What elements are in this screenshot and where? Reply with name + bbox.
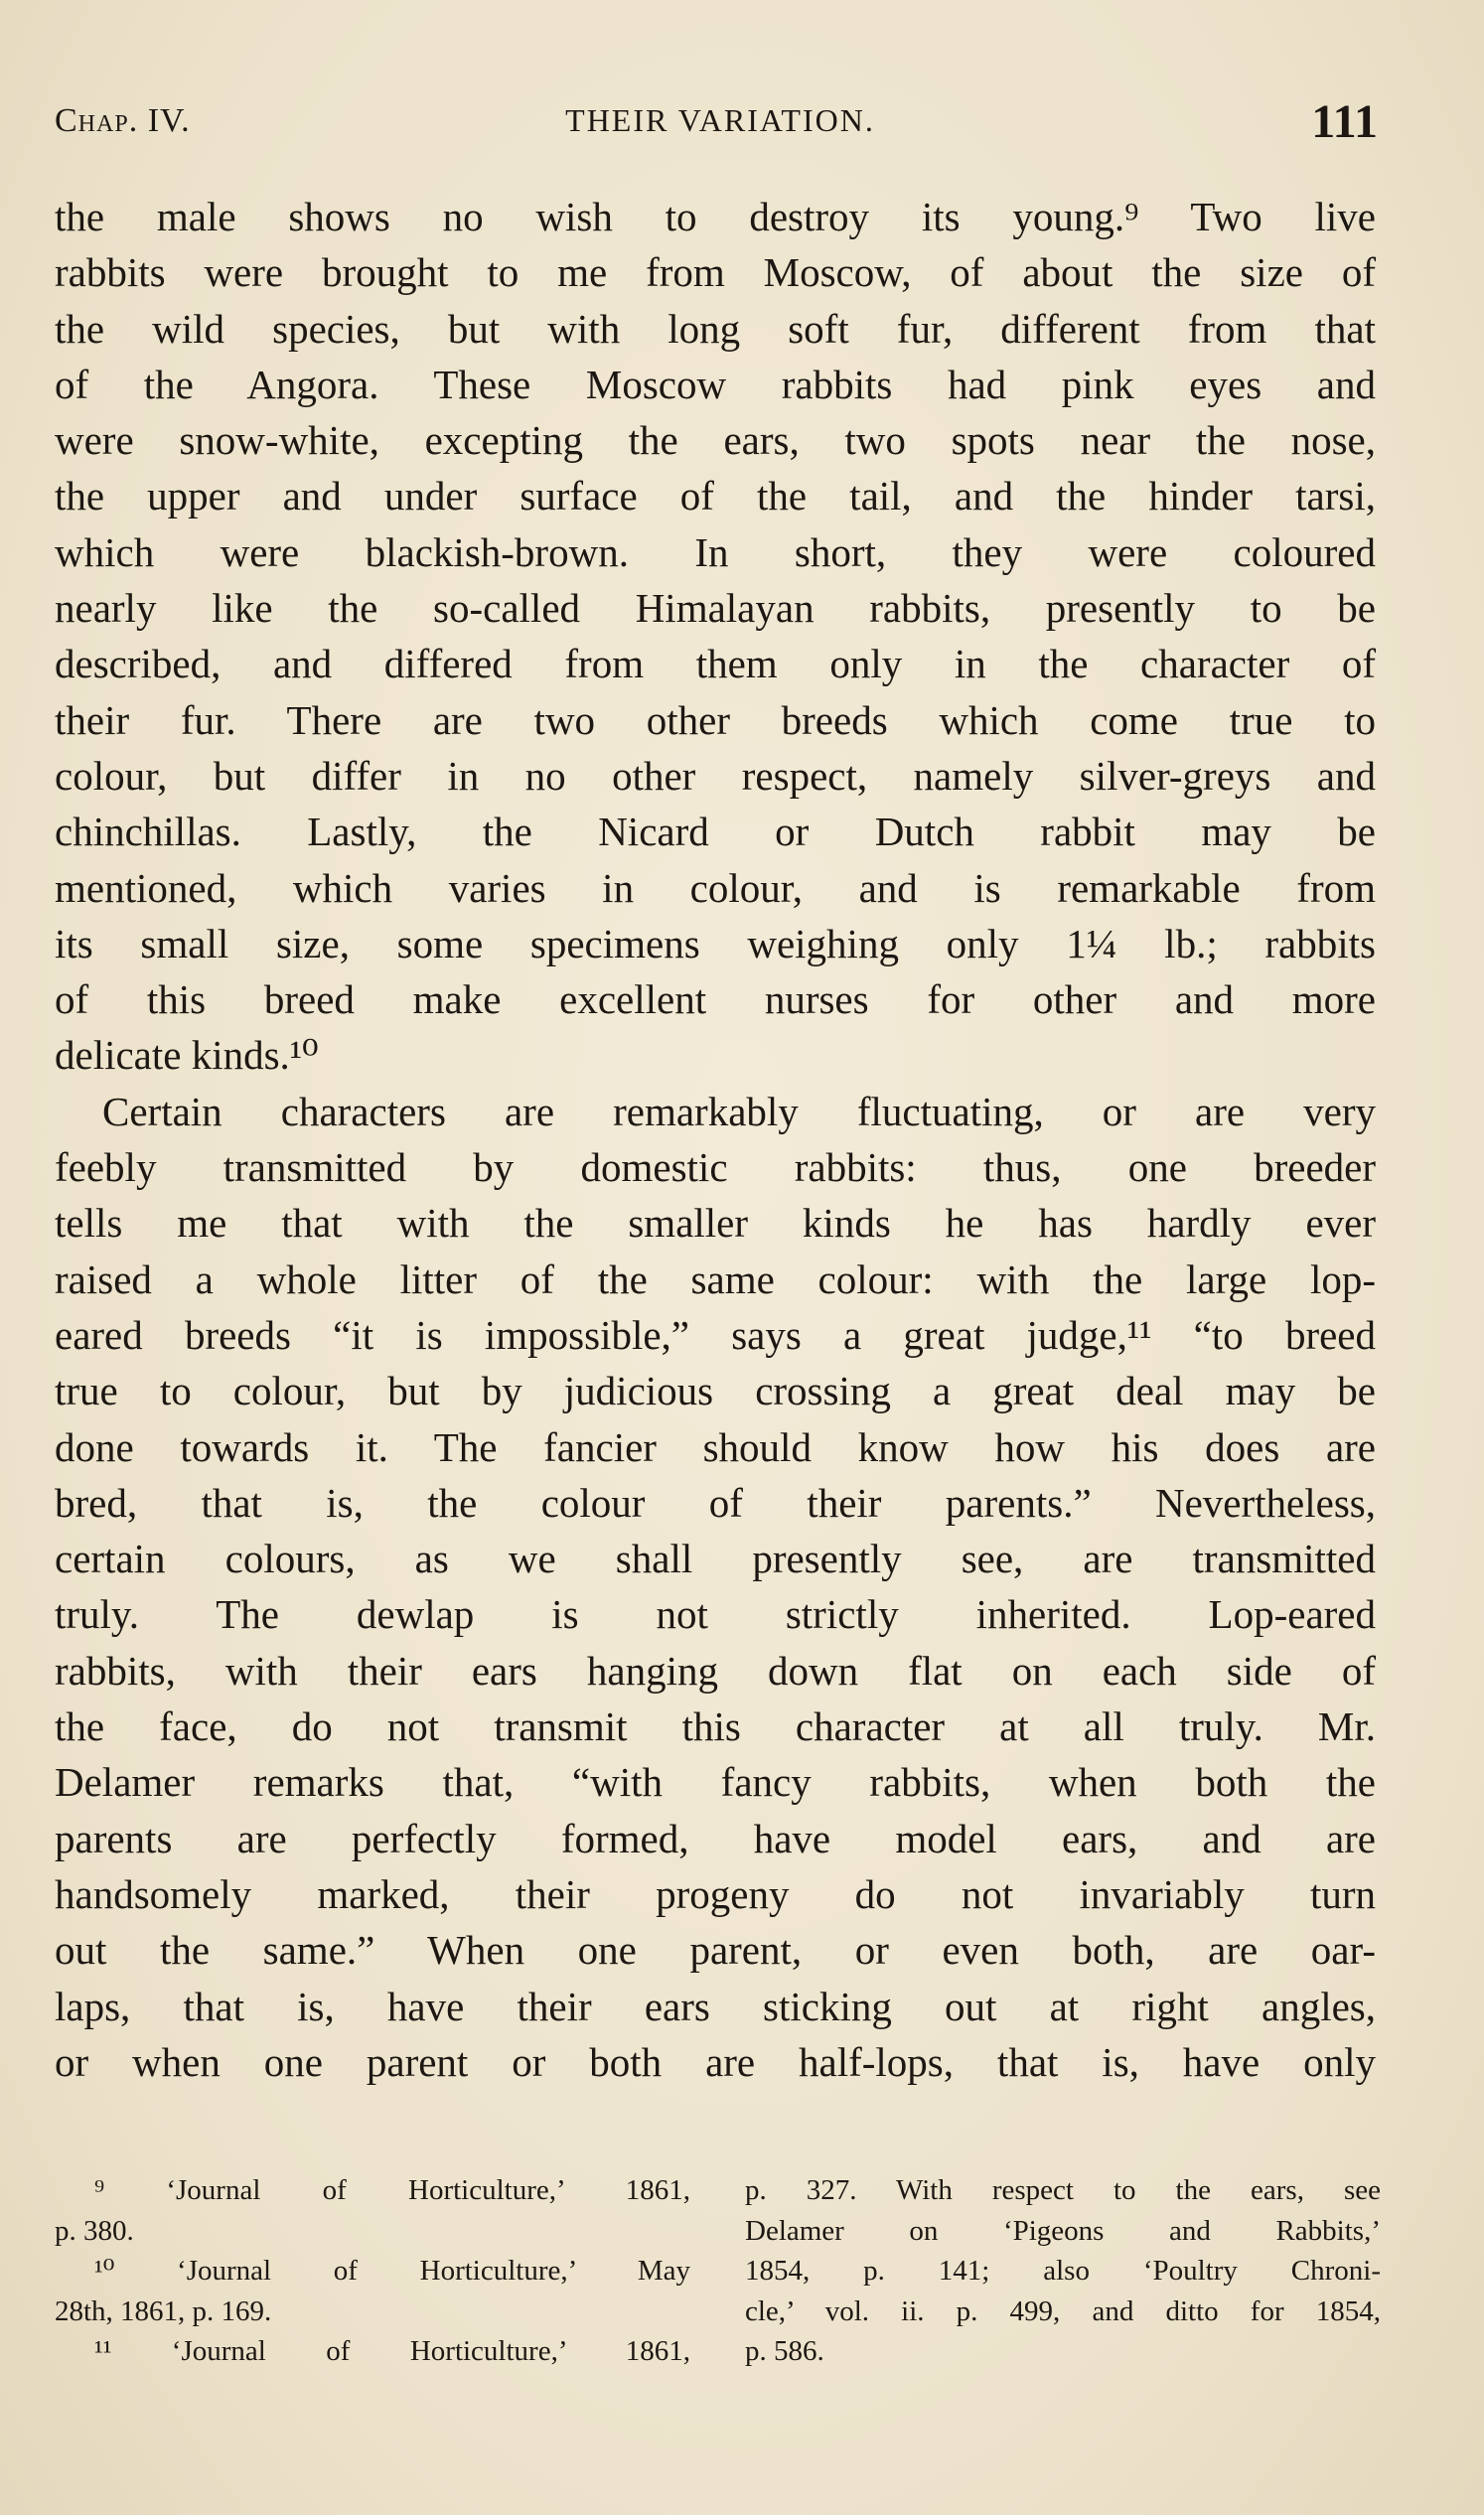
text-line: its small size, some specimens weighing only 1¼ lb.; rabbits xyxy=(55,920,1376,966)
text-line: or when one parent or both are half-lops, that is, have only xyxy=(55,2038,1376,2085)
text-line: raised a whole litter of the same colour: with the large lop- xyxy=(55,1256,1376,1302)
text-line: parents are perfectly formed, have model ears, and are xyxy=(55,1815,1376,1861)
text-line: tells me that with the smaller kinds he has hardly ever xyxy=(55,1200,1376,1247)
text-line: of the Angora. These Moscow rabbits had pink eyes and xyxy=(55,361,1376,407)
text-line: which were blackish-brown. In short, they were coloured xyxy=(55,528,1376,575)
text-line: the upper and under surface of the tail, and the hinder tarsi, xyxy=(55,473,1376,519)
body-text xyxy=(55,189,1376,2090)
text-line: colour, but differ in no other respect, namely silver-greys and xyxy=(55,752,1376,799)
text-line: their fur. There are two other breeds which come true to xyxy=(55,696,1376,743)
page-number: 111 xyxy=(1311,95,1378,148)
text-line: done towards it. The fancier should know how his does are xyxy=(55,1423,1376,1470)
footnotes-right-column xyxy=(745,2170,1381,2372)
footnote-line: 1854, p. 141; also ‘Poultry Chroni- xyxy=(745,2255,1381,2287)
chapter-label: Chap. IV. xyxy=(55,102,191,139)
footnote-line: 28th, 1861, p. 169. xyxy=(55,2294,272,2327)
footnote-line: cle,’ vol. ii. p. 499, and ditto for 1854, xyxy=(745,2294,1381,2327)
text-line: nearly like the so-called Himalayan rabbits, presently to be xyxy=(55,585,1376,632)
text-line: laps, that is, have their ears sticking out at right angles, xyxy=(55,1983,1376,2029)
running-title: THEIR VARIATION. xyxy=(565,102,875,138)
text-line: out the same.” When one parent, or even both, are oar- xyxy=(55,1927,1376,1974)
footnote-line: ⁹ ‘Journal of Horticulture,’ 1861, xyxy=(94,2174,690,2206)
text-line: delicate kinds.¹⁰ xyxy=(55,1032,319,1079)
footnotes-left-column xyxy=(55,2170,690,2372)
text-line: the face, do not transmit this character at all truly. Mr. xyxy=(55,1703,1376,1750)
text-line: Certain characters are remarkably fluctuating, or are very xyxy=(102,1088,1376,1134)
footnote-line: p. 380. xyxy=(55,2214,134,2247)
running-header xyxy=(55,94,1376,154)
footnote-line: ¹⁰ ‘Journal of Horticulture,’ May xyxy=(94,2255,690,2287)
text-line: handsomely marked, their progeny do not invariably turn xyxy=(55,1870,1376,1917)
text-line: the male shows no wish to destroy its young.⁹ Two live xyxy=(55,194,1376,239)
text-line: of this breed make excellent nurses for other and more xyxy=(55,976,1376,1023)
footnote-line: Delamer on ‘Pigeons and Rabbits,’ xyxy=(745,2214,1381,2247)
text-line: described, and differed from them only in the character of xyxy=(55,641,1376,687)
footnote-line: ¹¹ ‘Journal of Horticulture,’ 1861, xyxy=(94,2335,690,2367)
text-line: chinchillas. Lastly, the Nicard or Dutch rabbit may be xyxy=(55,809,1376,855)
text-line: Delamer remarks that, “with fancy rabbits, when both the xyxy=(55,1759,1376,1806)
text-line: bred, that is, the colour of their parents.” Nevertheless, xyxy=(55,1479,1376,1526)
text-line: truly. The dewlap is not strictly inherited. Lop-eared xyxy=(55,1591,1376,1638)
text-line: certain colours, as we shall presently see, are transmitted xyxy=(55,1536,1376,1582)
text-line: were snow-white, excepting the ears, two spots near the nose, xyxy=(55,417,1376,464)
footnote-line: p. 586. xyxy=(745,2335,824,2367)
footnote-line: p. 327. With respect to the ears, see xyxy=(745,2174,1381,2206)
text-line: mentioned, which varies in colour, and is remarkable from xyxy=(55,864,1376,911)
text-line: rabbits, with their ears hanging down flat on each side of xyxy=(55,1647,1376,1694)
text-line: eared breeds “it is impossible,” says a great judge,¹¹ “to breed xyxy=(55,1311,1376,1358)
text-line: the wild species, but with long soft fur, different from that xyxy=(55,305,1376,352)
text-line: feebly transmitted by domestic rabbits: thus, one breeder xyxy=(55,1144,1376,1191)
text-line: true to colour, but by judicious crossing a great deal may be xyxy=(55,1368,1376,1414)
text-line: rabbits were brought to me from Moscow, of about the size of xyxy=(55,249,1376,296)
